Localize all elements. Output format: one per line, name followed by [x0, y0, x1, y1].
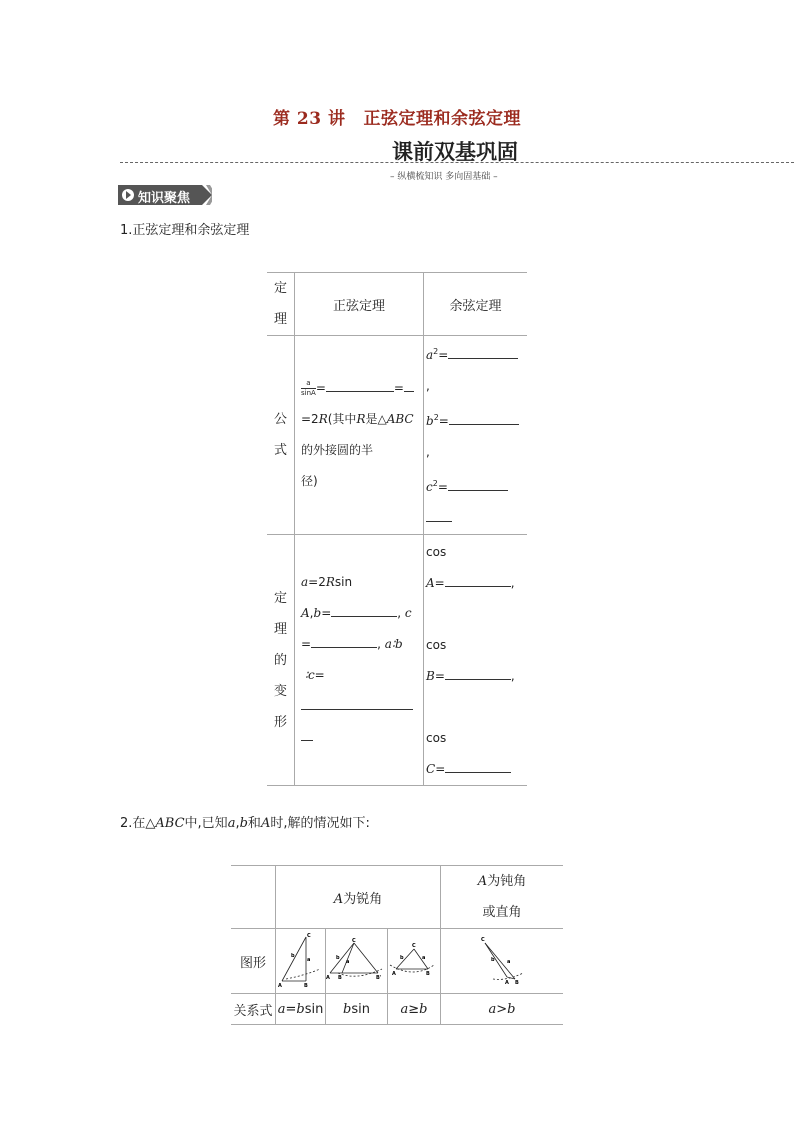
header-law-cell [267, 273, 295, 336]
row-figure-label: 图形 [231, 929, 276, 994]
label-char: 的 [273, 652, 287, 668]
relation-1: a=bsin [276, 994, 326, 1025]
figure-cell-2 [326, 929, 388, 994]
svg-text:b: b [291, 953, 295, 959]
svg-text:B: B [426, 971, 430, 977]
blank[interactable] [448, 478, 508, 491]
row-formula-label [267, 336, 295, 535]
sine-transform-cell: a=2Rsin A,b= , c = , a∶b ∶c= [295, 535, 424, 786]
relation-2: bsin [326, 994, 388, 1025]
header-char: 理 [273, 312, 287, 327]
header-obtuse: A为钝角 或直角 [441, 866, 564, 929]
row-relation-label: 关系式 [231, 994, 276, 1025]
blank[interactable] [445, 667, 511, 680]
section-subtitle: – 纵横梳知识 多向固基础 – [390, 172, 498, 182]
svg-text:C: C [481, 937, 485, 943]
blank[interactable] [331, 604, 397, 617]
relation-3: a≥b [388, 994, 441, 1025]
blank[interactable] [301, 728, 313, 741]
blank[interactable] [426, 509, 452, 522]
label-char: 变 [273, 683, 287, 699]
svg-text:B: B [515, 980, 519, 986]
svg-text:A: A [326, 975, 330, 981]
svg-text:A: A [278, 983, 282, 989]
triangle-figure-2 [326, 929, 387, 989]
section-title: 课前双基巩固 [392, 140, 518, 164]
lesson-topic: 正弦定理和余弦定理 [363, 109, 521, 129]
item2-heading: 2.在△ABC中,已知a,b和A时,解的情况如下: [120, 816, 370, 831]
law-table [267, 272, 527, 786]
triangle-figure-3 [388, 929, 440, 989]
cos-transform-cell: cos A= , cos B= , cos C= [424, 535, 528, 786]
figure-cell-4 [441, 929, 564, 994]
svg-text:a: a [422, 955, 426, 961]
svg-text:C: C [412, 943, 416, 949]
figure-cell-3 [388, 929, 441, 994]
svg-text:C: C [352, 938, 356, 944]
label-char: 公 [273, 412, 287, 427]
cosine-formula-cell: $a^2=$ , $b^2=$ , $c^2=$ [424, 336, 528, 535]
figure-cell-1 [276, 929, 326, 994]
svg-text:a: a [346, 959, 350, 965]
header-char: 定 [273, 281, 287, 296]
lesson-number: 第 23 讲 [273, 109, 346, 129]
header-cosine: 余弦定理 [424, 273, 528, 336]
lesson-title [0, 104, 794, 129]
header-acute: A为锐角 [276, 866, 441, 929]
blank[interactable] [445, 574, 511, 587]
triangle-figure-4 [441, 929, 563, 989]
blank[interactable] [445, 760, 511, 773]
sine-fraction: $\frac{a}{\sin A}$ [301, 379, 316, 397]
svg-text:B': B' [376, 975, 382, 981]
row-transform-label [267, 535, 295, 786]
solution-cases-table [231, 865, 563, 1025]
blank[interactable] [326, 379, 394, 392]
label-char: 形 [273, 714, 287, 730]
divider [120, 162, 794, 163]
blank[interactable] [301, 697, 413, 710]
svg-text:A: A [505, 980, 509, 986]
svg-text:A: A [392, 971, 396, 977]
svg-text:C: C [307, 933, 311, 939]
blank[interactable] [449, 412, 519, 425]
item1-heading: 1.正弦定理和余弦定理 [120, 223, 250, 238]
label-char: 式 [273, 443, 287, 458]
blank[interactable] [448, 346, 518, 359]
label-char: 定 [273, 590, 287, 606]
blank[interactable] [311, 635, 377, 648]
svg-text:b: b [400, 955, 404, 961]
svg-text:b: b [491, 957, 495, 963]
corner-cell [231, 866, 276, 929]
header-sine: 正弦定理 [295, 273, 424, 336]
svg-text:a: a [507, 959, 511, 965]
label-char: 理 [273, 621, 287, 637]
sine-formula-cell: $\frac{a}{\sin A}$ = = =2R(其中R是△ABC 的外接圆的半 径) [295, 336, 424, 535]
badge-label: 知识聚焦 [138, 191, 191, 206]
relation-4: a>b [441, 994, 564, 1025]
svg-text:B: B [304, 983, 308, 989]
svg-text:a: a [307, 957, 311, 963]
svg-text:b: b [336, 955, 340, 961]
svg-text:B: B [338, 975, 342, 981]
blank[interactable] [404, 379, 414, 392]
triangle-figure-1 [276, 929, 325, 989]
